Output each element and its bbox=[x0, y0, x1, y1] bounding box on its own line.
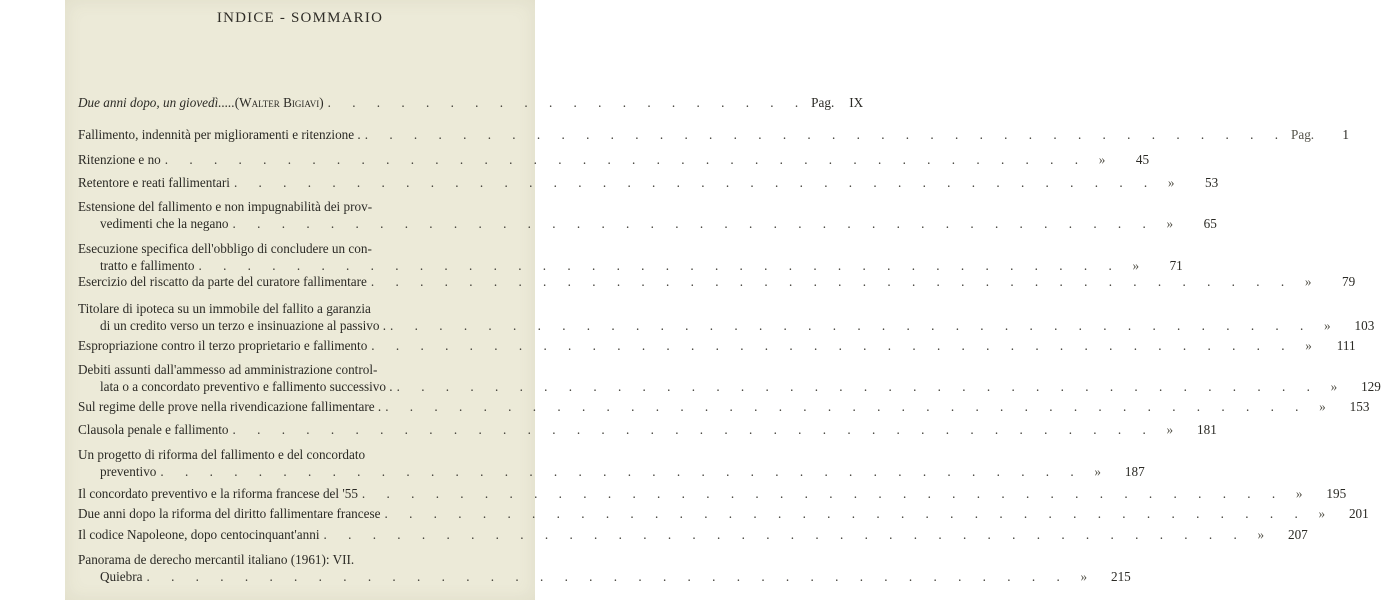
toc-entry bbox=[78, 151, 1150, 168]
toc-entry bbox=[78, 398, 1370, 415]
entry-title: Esercizio del riscatto da parte del curatore fallimentare bbox=[78, 274, 367, 289]
ditto-marker: » bbox=[1305, 338, 1312, 353]
entry-title: Il codice Napoleone, dopo centocinquant'anni bbox=[78, 527, 320, 542]
entry-title: Espropriazione contro il terzo proprietario e fallimento bbox=[78, 338, 368, 353]
entry-title-continuation: lata o a concordato preventivo e fallimento successivo . bbox=[100, 379, 393, 394]
ditto-marker: » bbox=[1319, 399, 1326, 414]
page-number: 215 bbox=[1110, 569, 1131, 584]
page-number: 129 bbox=[1361, 379, 1381, 394]
page-number: 45 bbox=[1135, 152, 1150, 167]
leader-dots: . . . . . . . . . . . . . . . . . . . . . . . . . . . . . . . . . . . . . . bbox=[364, 127, 1287, 142]
toc-entry bbox=[78, 526, 1308, 543]
ditto-marker: » bbox=[1330, 379, 1338, 394]
ditto-marker: » bbox=[1166, 422, 1174, 437]
entry-title: Un progetto di riforma del fallimento e del concordato bbox=[78, 447, 366, 462]
ditto-marker: » bbox=[1094, 464, 1101, 479]
leader-dots: . . . . . . . . . . . . . . . . . . . . . . . . . . . . . . . . . . . . . . bbox=[164, 152, 1088, 167]
leader-dots: . . . . . . . . . . . . . . . . . . . . . . . . . . . . . . . . . . . . . . bbox=[232, 422, 1155, 437]
page-number: 1 bbox=[1342, 127, 1349, 142]
ditto-marker: » bbox=[1318, 506, 1326, 521]
leader-dots: . . . . . . . . . . . . . . . . . . . . bbox=[327, 95, 808, 110]
entry-title-continuation: tratto e fallimento bbox=[100, 258, 195, 273]
entry-title: Debiti assunti dall'ammesso ad amministrazione control- bbox=[78, 362, 378, 377]
page-number: 79 bbox=[1341, 274, 1356, 289]
ditto-marker: » bbox=[1132, 258, 1140, 273]
pag-label: Pag. bbox=[811, 95, 835, 110]
page-heading: INDICE - SOMMARIO bbox=[216, 10, 384, 26]
entry-title: Clausola penale e fallimento bbox=[78, 422, 229, 437]
book-page bbox=[65, 0, 1381, 600]
page-number: 201 bbox=[1348, 506, 1369, 521]
leader-dots: . . . . . . . . . . . . . . . . . . . . . . . . . . . . . . . . . . . . . . bbox=[371, 338, 1294, 353]
page-number: 187 bbox=[1124, 464, 1145, 479]
ditto-marker: » bbox=[1098, 152, 1106, 167]
entry-title: Fallimento, indennità per miglioramenti e ritenzione . bbox=[78, 127, 361, 142]
entry-title-continuation: Quiebra bbox=[100, 569, 143, 584]
entry-title-continuation: di un credito verso un terzo e insinuazione al passivo . bbox=[100, 318, 387, 333]
ditto-marker: » bbox=[1080, 569, 1088, 584]
entry-title: Retentore e reati fallimentari bbox=[78, 175, 230, 190]
entry-title: Sul regime delle prove nella rivendicazione fallimentare . bbox=[78, 399, 382, 414]
leader-dots: . . . . . . . . . . . . . . . . . . . . . . . . . . . . . . . . . . . . . . bbox=[384, 506, 1307, 521]
leader-dots: . . . . . . . . . . . . . . . . . . . . . . . . . . . . . . . . . . . . . . bbox=[323, 527, 1246, 542]
toc-entry bbox=[78, 240, 1183, 274]
ditto-marker: » bbox=[1257, 527, 1265, 542]
preface-author: (Walter Bigiavi) bbox=[234, 95, 324, 110]
entry-title: Esecuzione specifica dell'obbligo di concludere un con- bbox=[78, 241, 372, 256]
entry-title: Estensione del fallimento e non impugnabilità dei prov- bbox=[78, 199, 373, 214]
leader-dots: . . . . . . . . . . . . . . . . . . . . . . . . . . . . . . . . . . . . . . bbox=[390, 318, 1313, 333]
page-number: 181 bbox=[1197, 422, 1217, 437]
page-number: 153 bbox=[1349, 399, 1370, 414]
leader-dots: . . . . . . . . . . . . . . . . . . . . . . . . . . . . . . . . . . . . . . bbox=[233, 175, 1157, 190]
leader-dots: . . . . . . . . . . . . . . . . . . . . . . . . . . . . . . . . . . . . . . bbox=[232, 216, 1155, 231]
ditto-marker: » bbox=[1167, 175, 1175, 190]
ditto-marker: » bbox=[1324, 318, 1331, 333]
page-number: 195 bbox=[1326, 486, 1347, 501]
leader-dots: . . . . . . . . . . . . . . . . . . . . . . . . . . . . . . . . . . . . . . bbox=[385, 399, 1308, 414]
ditto-marker: » bbox=[1304, 274, 1312, 289]
preface-entry bbox=[78, 94, 864, 111]
ditto-marker: » bbox=[1166, 216, 1174, 231]
entry-title: Panorama de derecho mercantil italiano (1961): VII. bbox=[78, 552, 355, 567]
toc-entry bbox=[78, 485, 1347, 502]
leader-dots: . . . . . . . . . . . . . . . . . . . . . . . . . . . . . . . . . . . . . . bbox=[370, 274, 1294, 289]
entry-title: Il concordato preventivo e la riforma francese del '55 bbox=[78, 486, 358, 501]
toc-entry bbox=[78, 446, 1145, 480]
leader-dots: . . . . . . . . . . . . . . . . . . . . . . . . . . . . . . . . . . . . . . bbox=[361, 486, 1285, 501]
toc-entry bbox=[78, 174, 1219, 191]
entry-title-continuation: vedimenti che la negano bbox=[100, 216, 229, 231]
entry-title: Titolare di ipoteca su un immobile del fallito a garanzia bbox=[78, 301, 371, 316]
preface-title: Due anni dopo, un giovedì..... bbox=[78, 95, 235, 110]
page-number: 53 bbox=[1205, 175, 1219, 190]
ditto-marker: » bbox=[1295, 486, 1303, 501]
toc-entry bbox=[78, 337, 1356, 354]
entry-title: Ritenzione e no bbox=[78, 152, 161, 167]
page-number: 111 bbox=[1336, 338, 1356, 353]
leader-dots: . . . . . . . . . . . . . . . . . . . . . . . . . . . . . . . . . . . . . . bbox=[396, 379, 1319, 394]
leader-dots: . . . . . . . . . . . . . . . . . . . . . . . . . . . . . . . . . . . . . . bbox=[146, 569, 1069, 584]
page-number: 71 bbox=[1169, 258, 1183, 273]
pag-label: Pag. bbox=[1291, 127, 1315, 142]
entry-title: Due anni dopo la riforma del diritto fallimentare francese bbox=[78, 506, 381, 521]
toc-entry bbox=[78, 198, 1217, 232]
toc-entry bbox=[78, 361, 1381, 395]
leader-dots: . . . . . . . . . . . . . . . . . . . . . . . . . . . . . . . . . . . . . . bbox=[160, 464, 1083, 479]
entry-title-continuation: preventivo bbox=[100, 464, 157, 479]
page-number: 65 bbox=[1203, 216, 1217, 231]
toc-entry bbox=[78, 273, 1356, 290]
page-number: 207 bbox=[1287, 527, 1308, 542]
toc-entry bbox=[78, 551, 1131, 585]
leader-dots: . . . . . . . . . . . . . . . . . . . . . . . . . . . . . . . . . . . . . . bbox=[198, 258, 1121, 273]
toc-entry bbox=[78, 505, 1369, 522]
page-number: 103 bbox=[1354, 318, 1375, 333]
page-number: IX bbox=[849, 95, 864, 110]
toc-entry bbox=[78, 126, 1349, 143]
toc-entry bbox=[78, 300, 1375, 334]
toc-entry bbox=[78, 421, 1217, 438]
